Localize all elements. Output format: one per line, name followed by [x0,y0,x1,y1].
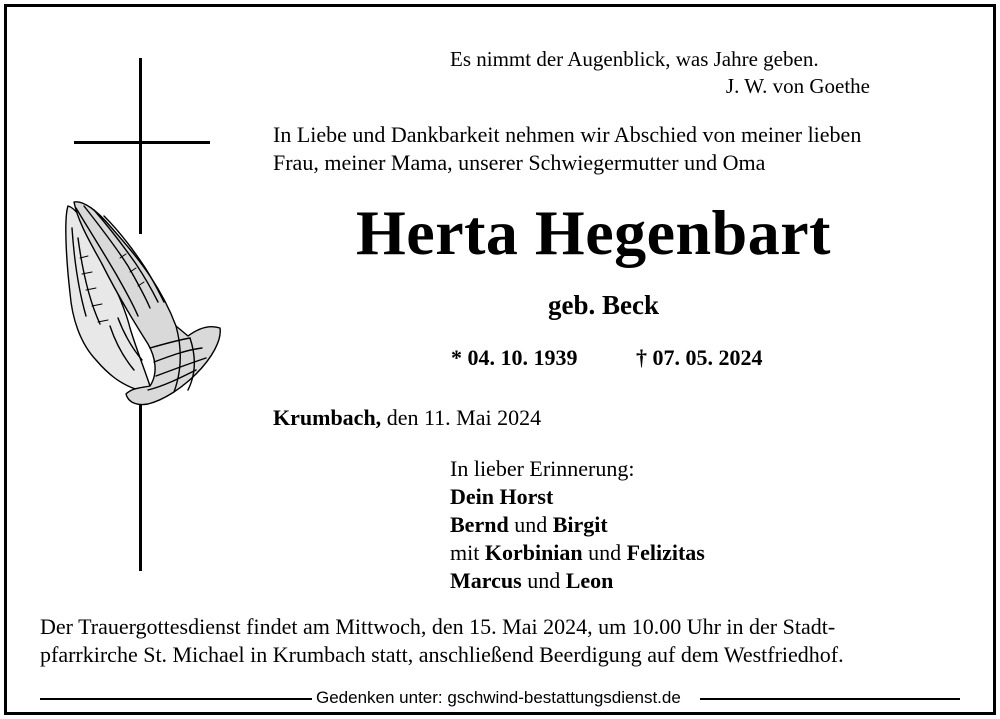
birth-date: * 04. 10. 1939 [451,345,578,370]
conjunction: und [588,540,622,565]
footer-rule-right [700,698,960,700]
quote-author: J. W. von Goethe [725,74,870,98]
maiden-name: geb. Beck [548,290,659,320]
deceased-name: Herta Hegenbart [356,197,831,268]
mourner-name: Marcus [450,568,522,593]
mourner-line-2 [450,511,705,539]
footer [0,688,1000,710]
place-name: Krumbach, [273,405,382,430]
intro-line-1: In Liebe und Dankbarkeit nehmen wir Abschied von meiner lieben [273,122,862,147]
footer-text: Gedenken unter: gschwind-bestattungsdienst.de [312,688,685,708]
death-date: † 07. 05. 2024 [636,345,763,370]
conjunction: mit [450,540,480,565]
praying-hands-icon [58,198,226,408]
mourner-line-3 [450,539,705,567]
mourner-name: Dein Horst [450,484,554,509]
service-line-1: Der Trauergottesdienst findet am Mittwoch, den 15. Mai 2024, um 10.00 Uhr in der Stadt- [40,614,836,639]
mourner-name: Felizitas [626,540,705,565]
notice-date: den 11. Mai 2024 [386,405,542,430]
footer-rule-left [40,698,312,700]
mourner-name: Leon [565,568,614,593]
mourner-name: Bernd [450,512,509,537]
mourners-heading: In lieber Erinnerung: [450,456,635,481]
intro-line-2: Frau, meiner Mama, unserer Schwiegermutter und Oma [273,150,766,175]
mourner-line-1 [450,483,705,511]
conjunction: und [527,568,561,593]
place-date [273,405,541,431]
mourners-block [450,455,705,595]
mourner-name: Birgit [552,512,608,537]
quote-text: Es nimmt der Augenblick, was Jahre geben. [450,47,819,71]
conjunction: und [514,512,548,537]
mourner-line-4 [450,567,705,595]
mourner-name: Korbinian [484,540,583,565]
service-line-2: pfarrkirche St. Michael in Krumbach statt, anschließend Beerdigung auf dem Westfriedhof. [40,642,844,667]
